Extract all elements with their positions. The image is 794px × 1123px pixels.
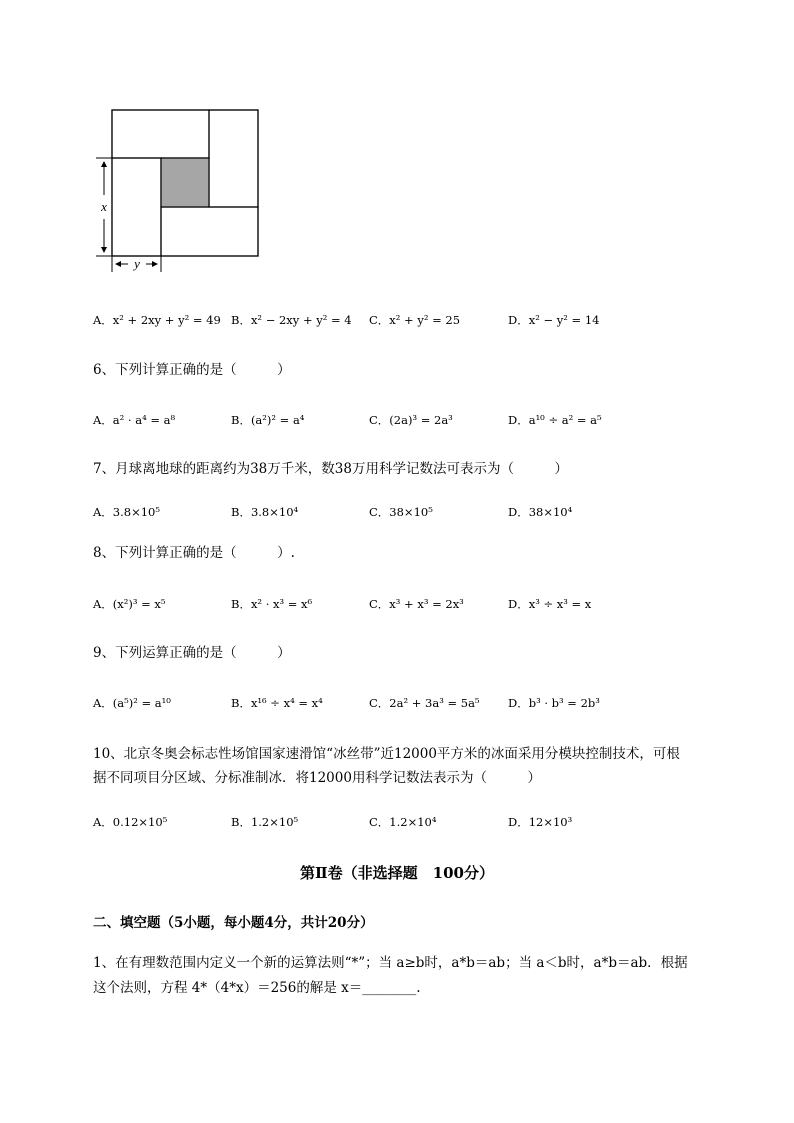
q5-option-d: D．x² − y² = 14 (508, 313, 600, 327)
q8-option-d: D．x³ ÷ x³ = x (508, 597, 592, 611)
q7-option-a: A．3.8×10⁵ (93, 505, 160, 519)
q9-stem: 9、下列运算正确的是（ ） (93, 645, 291, 661)
q7-option-c: C．38×10⁵ (369, 505, 433, 519)
q8-option-a: A．(x²)³ = x⁵ (93, 597, 166, 611)
q10-option-c: C．1.2×10⁴ (369, 815, 437, 829)
section-title: 第Ⅱ卷（非选择题 100分） (300, 864, 494, 882)
q9-option-a: A．(a⁵)² = a¹⁰ (93, 696, 171, 710)
q6-stem: 6、下列计算正确的是（ ） (93, 362, 291, 378)
q5-option-b: B．x² − 2xy + y² = 4 (231, 313, 352, 327)
q7-stem: 7、月球离地球的距离约为38万千米，数38万用科学记数法可表示为（ ） (93, 461, 568, 477)
q10-stem-line2: 据不同项目分区域、分标准制冰．将12000用科学记数法表示为（ ） (93, 770, 541, 786)
right-rectangle (209, 110, 258, 207)
q7-option-b: B．3.8×10⁴ (231, 505, 299, 519)
square-figure (90, 100, 270, 280)
q5-option-a: A．x² + 2xy + y² = 49 (93, 313, 221, 327)
q6-option-a: A．a² · a⁴ = a⁸ (93, 413, 176, 427)
part-title: 二、填空题（5小题，每小题4分，共计20分） (93, 915, 374, 931)
fill1-line1: 1、在有理数范围内定义一个新的运算法则“*”；当 a≥b时，a*b＝ab；当 a＜b时，a*b＝ab．根据 (93, 955, 688, 971)
y-label: y (134, 256, 140, 271)
q8-option-b: B．x² · x³ = x⁶ (231, 597, 313, 611)
q10-option-a: A．0.12×10⁵ (93, 815, 168, 829)
q10-option-d: D．12×10³ (508, 815, 573, 829)
q5-option-c: C．x² + y² = 25 (369, 313, 461, 327)
q9-option-b: B．x¹⁶ ÷ x⁴ = x⁴ (231, 696, 323, 710)
shaded-square (161, 158, 209, 207)
q6-option-b: B．(a²)² = a⁴ (231, 413, 305, 427)
q6-option-d: D．a¹⁰ ÷ a² = a⁵ (508, 413, 602, 427)
q9-option-d: D．b³ · b³ = 2b³ (508, 696, 600, 710)
bottom-rectangle (161, 207, 258, 256)
top-rectangle (112, 110, 209, 158)
x-label: x (101, 199, 107, 214)
left-rectangle (112, 158, 161, 256)
fill1-line2: 这个法则，方程 4*（4*x）＝256的解是 x＝________. (93, 980, 421, 996)
q10-stem-line1: 10、北京冬奥会标志性场馆国家速滑馆“冰丝带”近12000平方米的冰面采用分模块控制技术，可根 (93, 746, 680, 762)
q6-option-c: C．(2a)³ = 2a³ (369, 413, 453, 427)
q9-option-c: C．2a² + 3a³ = 5a⁵ (369, 696, 480, 710)
q8-option-c: C．x³ + x³ = 2x³ (369, 597, 464, 611)
q8-stem: 8、下列计算正确的是（ ）. (93, 545, 295, 561)
q10-option-b: B．1.2×10⁵ (231, 815, 299, 829)
q7-option-d: D．38×10⁴ (508, 505, 573, 519)
